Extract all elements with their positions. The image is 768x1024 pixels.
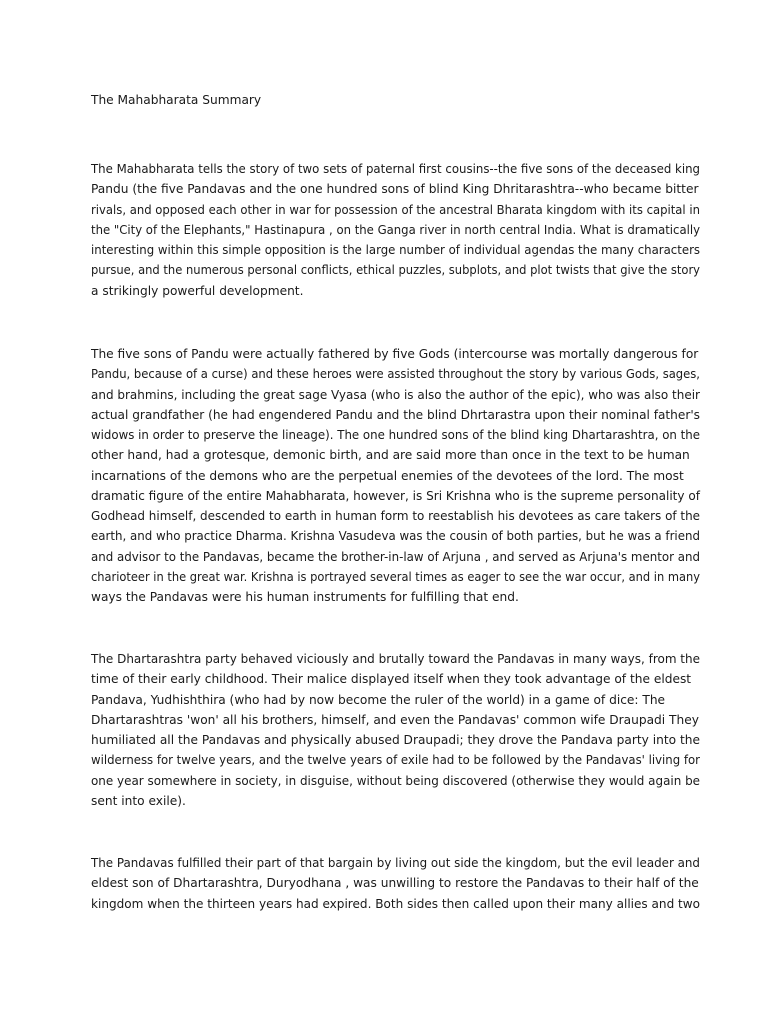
paragraph-line: a strikingly powerful development. bbox=[91, 283, 304, 298]
paragraph-line: kingdom when the thirteen years had expired. Both sides then called upon their many allies and two bbox=[91, 896, 701, 911]
paragraph-line: actual grandfather (he had engendered Pandu and the blind Dhrtarastra upon their nominal father's bbox=[91, 407, 700, 422]
paragraph-line: other hand, had a grotesque, demonic birth, and are said more than once in the text to be human bbox=[91, 448, 690, 463]
paragraph-2 bbox=[91, 344, 740, 607]
paragraph-1 bbox=[91, 159, 735, 301]
paragraph-line: sent into exile). bbox=[91, 793, 186, 808]
paragraph-line: interesting within this simple opposition is the large number of individual agendas the many characters bbox=[91, 243, 701, 257]
paragraph-line: The Mahabharata tells the story of two sets of paternal first cousins--the five sons of the deceased king bbox=[91, 162, 701, 176]
paragraph-line: Godhead himself, descended to earth in human form to reestablish his devotees as care takers of the bbox=[91, 509, 701, 523]
paragraph-line: time of their early childhood. Their malice displayed itself when they took advantage of the eldest bbox=[91, 672, 692, 687]
paragraph-line: earth, and who practice Dharma. Krishna Vasudeva was the cousin of both parties, but he was a friend bbox=[91, 529, 700, 544]
paragraph-line: wilderness for twelve years, and the twelve years of exile had to be followed by the Pandavas' living for bbox=[91, 753, 700, 768]
paragraph-line: and brahmins, including the great sage Vyasa (who is also the author of the epic), who was also their bbox=[91, 387, 700, 402]
paragraph-line: ways the Pandavas were his human instruments for fulfilling that end. bbox=[91, 590, 519, 604]
paragraph-line: widows in order to preserve the lineage). The one hundred sons of the blind king Dhartarashtra, on the bbox=[91, 428, 700, 442]
paragraph-line: pursue, and the numerous personal conflicts, ethical puzzles, subplots, and plot twists that give the story bbox=[91, 263, 701, 278]
paragraph-line: and advisor to the Pandavas, became the brother-in-law of Arjuna , and served as Arjuna's mentor and bbox=[91, 549, 700, 564]
paragraph-line: dramatic figure of the entire Mahabharata, however, is Sri Krishna who is the supreme personality of bbox=[91, 488, 700, 503]
paragraph-line: rivals, and opposed each other in war for possession of the ancestral Bharata kingdom with its capital in bbox=[91, 202, 700, 217]
paragraph-line: The Dhartarashtra party behaved viciously and brutally toward the Pandavas in many ways, from the bbox=[91, 652, 700, 666]
document-title: The Mahabharata Summary bbox=[91, 93, 262, 107]
paragraph-line: one year somewhere in society, in disguise, without being discovered (otherwise they would again be bbox=[91, 773, 701, 788]
paragraph-line: charioteer in the great war. Krishna is portrayed several times as eager to see the war occur, and in many bbox=[91, 569, 701, 584]
paragraph-line: incarnations of the demons who are the perpetual enemies of the devotees of the lord. The most bbox=[91, 468, 684, 483]
paragraph-line: humiliated all the Pandavas and physically abused Draupadi; they drove the Pandava party into the bbox=[91, 733, 700, 747]
paragraph-line: Pandava, Yudhishthira (who had by now become the ruler of the world) in a game of dice: The bbox=[91, 692, 666, 707]
paragraph-line: The Pandavas fulfilled their part of that bargain by living out side the kingdom, but the evil leader and bbox=[91, 856, 700, 870]
paragraph-3 bbox=[91, 649, 725, 811]
paragraph-line: Pandu, because of a curse) and these heroes were assisted throughout the story by various Gods, sages, bbox=[91, 367, 700, 382]
paragraph-line: Pandu (the five Pandavas and the one hundred sons of blind King Dhritarashtra--who became bitter bbox=[91, 182, 699, 197]
paragraph-line: eldest son of Dhartarashtra, Duryodhana , was unwilling to restore the Pandavas to their half of the bbox=[91, 876, 699, 891]
paragraph-line: Dhartarashtras 'won' all his brothers, himself, and even the Pandavas' common wife Draupadi They bbox=[91, 712, 699, 727]
paragraph-line: The five sons of Pandu were actually fathered by five Gods (intercourse was mortally dangerous for bbox=[91, 347, 699, 361]
paragraph-line: the "City of the Elephants," Hastinapura , on the Ganga river in north central India. What is dramatically bbox=[91, 222, 700, 237]
paragraph-4 bbox=[91, 853, 716, 914]
